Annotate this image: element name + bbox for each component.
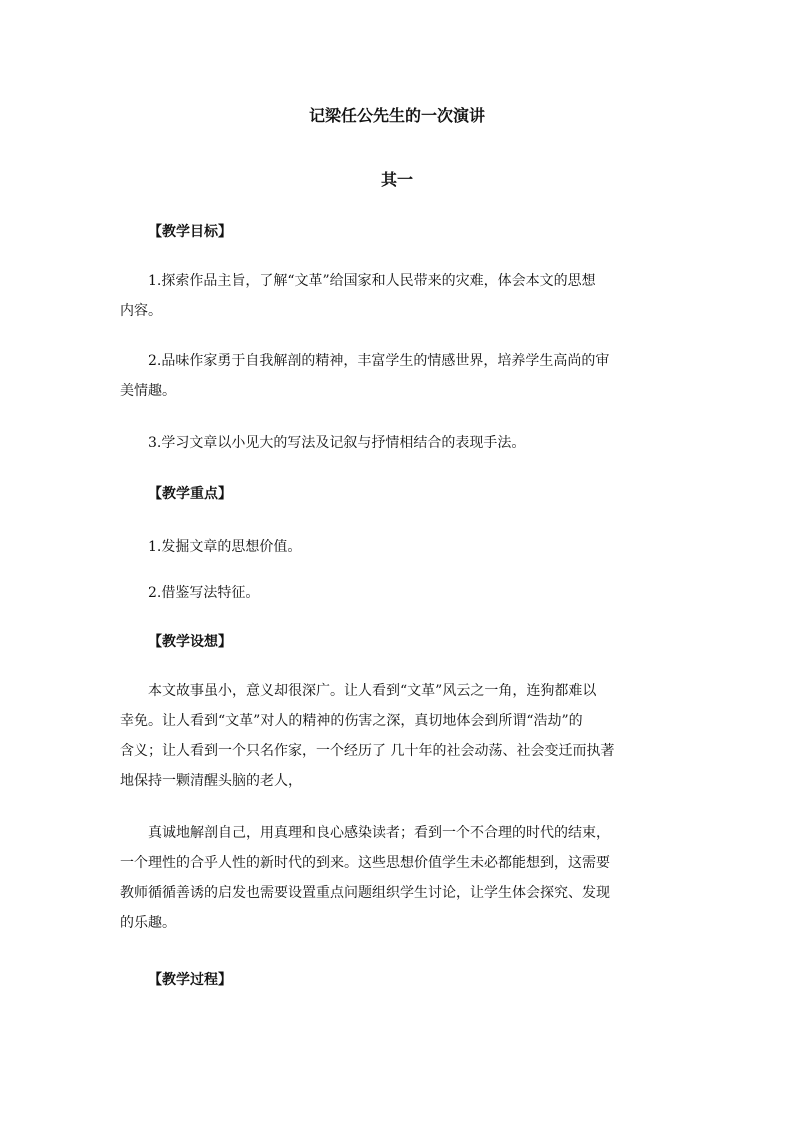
section-heading-design: 【教学设想】 (148, 634, 232, 650)
focus-item-1 (148, 532, 693, 562)
section-heading-goals: 【教学目标】 (148, 224, 232, 240)
text-line: 2.品味作家勇于自我解剖的精神，丰富学生的情感世界，培养学生高尚的审 (148, 353, 610, 369)
goal-item-3 (148, 428, 693, 458)
text-line: 美情趣。 (120, 383, 176, 399)
focus-item-2 (148, 578, 693, 608)
text-line: 的乐趣。 (120, 915, 176, 931)
text-line: 2.借鉴写法特征。 (148, 585, 260, 601)
design-paragraph-2 (120, 818, 693, 938)
text-line: 3.学习文章以小见大的写法及记叙与抒情相结合的表现手法。 (148, 435, 526, 451)
design-paragraph-1 (120, 676, 693, 796)
document-title: 记梁任公先生的一次演讲 (308, 106, 485, 125)
section-heading-focus: 【教学重点】 (148, 486, 232, 502)
goal-item-1 (120, 266, 693, 326)
text-line: 内容。 (120, 303, 162, 319)
text-line: 真诚地解剖自己，用真理和良心感染读者；看到一个不合理的时代的结束， (148, 825, 610, 841)
text-line: 1.发掘文章的思想价值。 (148, 539, 302, 555)
section-heading-process: 【教学过程】 (148, 972, 232, 988)
text-line: 幸免。让人看到“文革”对人的精神的伤害之深，真切地体会到所谓“浩劫”的 (120, 713, 583, 729)
text-line: 本文故事虽小，意义却很深广。让人看到“文革”风云之一角，连狗都难以 (148, 683, 597, 699)
text-line: 教师循循善诱的启发也需要设置重点问题组织学生讨论，让学生体会探究、发现 (120, 885, 610, 901)
document-subtitle: 其一 (380, 170, 413, 189)
text-line: 含义；让人看到一个只名作家，一个经历了 几十年的社会动荡、社会变迁而执著 (120, 743, 615, 759)
text-line: 一个理性的合乎人性的新时代的到来。这些思想价值学生未必都能想到，这需要 (120, 855, 610, 871)
text-line: 1.探索作品主旨，了解“文革”给国家和人民带来的灾难，体会本文的思想 (148, 273, 596, 289)
goal-item-2 (120, 346, 693, 406)
text-line: 地保持一颗清醒头脑的老人， (120, 773, 302, 789)
